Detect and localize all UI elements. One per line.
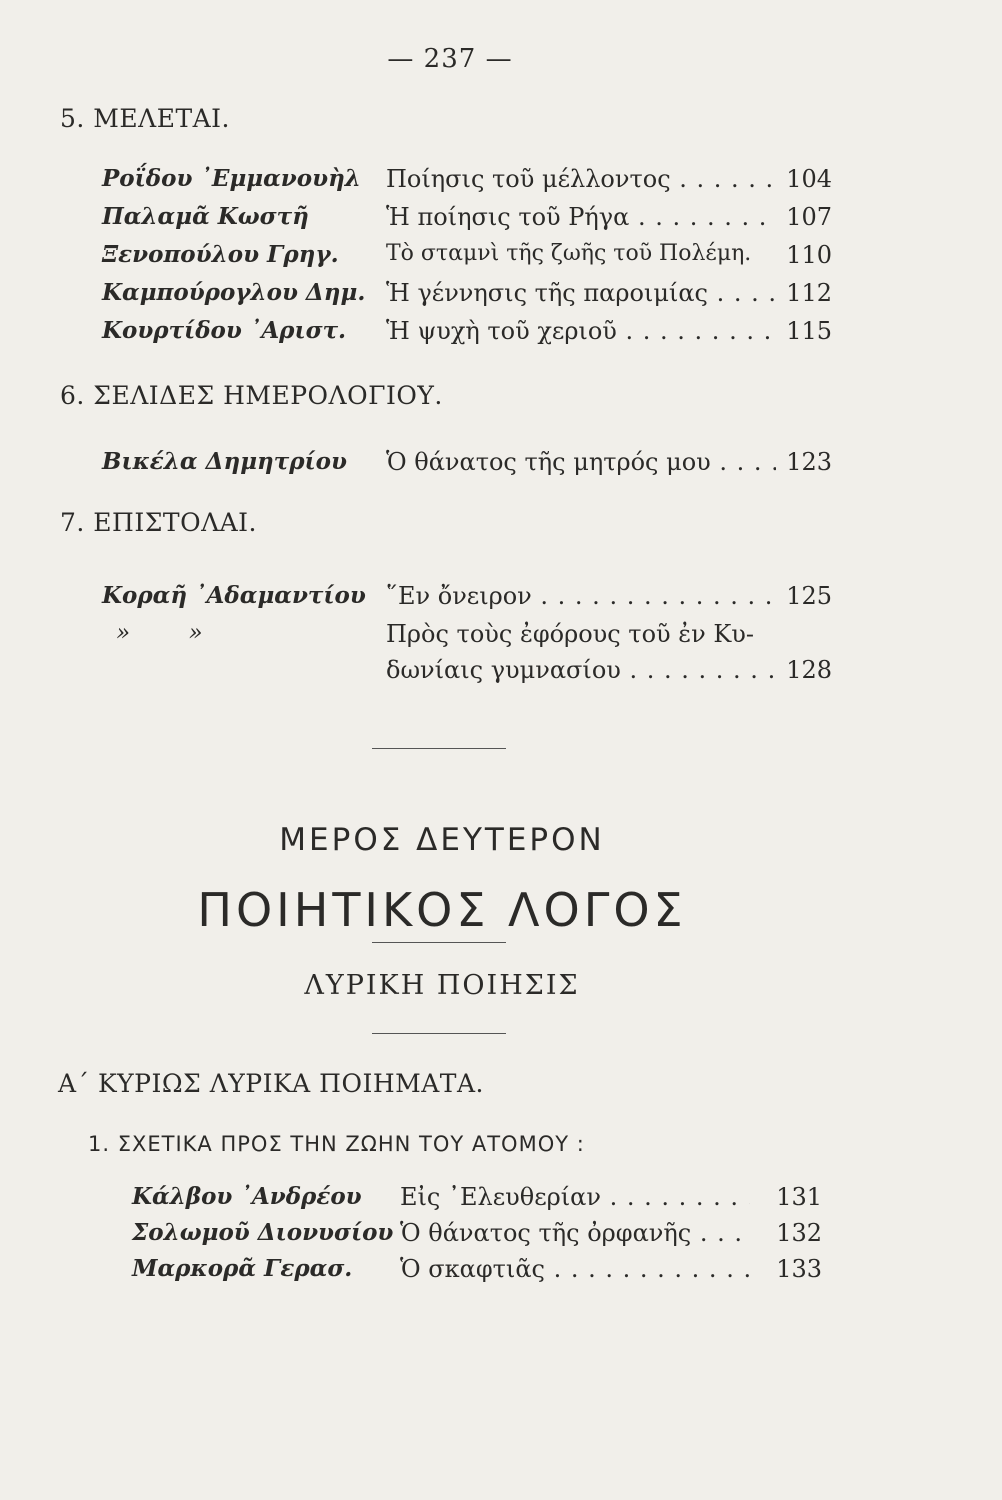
entry-title: Ποίησις τοῦ μέλλοντος . . . (386, 165, 776, 193)
entry-page: 104 (786, 165, 832, 193)
entry-author: Κάλβου ᾿Ανδρέου (132, 1183, 362, 1210)
ditto-marks: » » (116, 620, 203, 646)
entry-title: Ὁ σκαφτιᾶς . . . (400, 1255, 750, 1283)
entry-author: Κοραῆ ᾿Αδαμαντίου (102, 582, 366, 609)
entry-page: 133 (776, 1255, 822, 1283)
entry-author: Μαρκορᾶ Γερασ. (132, 1255, 353, 1282)
section-a-heading: Α΄ ΚΥΡΙΩΣ ΛΥΡΙΚΑ ΠΟΙΗΜΑΤΑ. (58, 1069, 484, 1098)
entry-page: 107 (786, 203, 832, 231)
entry-author: Ξενοπούλου Γρηγ. (102, 241, 339, 268)
entry-page: 123 (786, 448, 832, 476)
toc-entry (102, 448, 832, 482)
entry-title: Ἡ ποίησις τοῦ Ρήγα . . . (386, 203, 776, 231)
entry-page: 132 (776, 1219, 822, 1247)
page-number: — 237 — (387, 44, 513, 74)
entry-author: Βικέλα Δημητρίου (102, 448, 347, 475)
toc-entry-continuation (102, 656, 832, 690)
entry-author: Κουρτίδου ᾿Αριστ. (102, 317, 347, 344)
entry-author: Σολωμοῦ Διονυσίου (132, 1219, 394, 1246)
entry-author: Ροΐδου ᾿Εμμανουὴλ (102, 165, 361, 192)
toc-entry (132, 1183, 822, 1217)
entry-title: δωνίαις γυμνασίου . . . (386, 656, 776, 684)
toc-entry (102, 620, 832, 654)
entry-title: Ὁ θάνατος τῆς ὀρφανῆς . . . (400, 1219, 750, 1247)
entry-page: 128 (786, 656, 832, 684)
divider (372, 748, 506, 749)
entry-page: 112 (786, 279, 832, 307)
entry-title: Πρὸς τοὺς ἐφόρους τοῦ ἐν Κυ- (386, 620, 754, 648)
toc-entry (132, 1255, 822, 1289)
entry-page: 131 (776, 1183, 822, 1211)
entry-title: Ἡ γέννησις τῆς παροιμίας . . . (386, 279, 776, 307)
divider (372, 942, 506, 943)
entry-author: Καμπούρογλου Δημ. (102, 279, 366, 306)
entry-page: 115 (786, 317, 832, 345)
section-5-heading: 5. ΜΕΛΕΤΑΙ. (60, 104, 231, 133)
entry-title: Εἰς ᾿Ελευθερίαν . . . (400, 1183, 750, 1211)
entry-title: Τὸ σταμνὶ τῆς ζωῆς τοῦ Πολέμη. (386, 241, 752, 266)
main-heading: ΠΟΙΗΤΙΚΟΣ ΛΟΓΟΣ (197, 883, 687, 937)
subsection-1-heading: 1. ΣΧΕΤΙΚΑ ΠΡΟΣ ΤΗΝ ΖΩΗΝ ΤΟΥ ΑΤΟΜΟΥ : (88, 1132, 585, 1156)
toc-entry (102, 165, 832, 199)
toc-entry (102, 203, 832, 237)
toc-entry (102, 317, 832, 351)
section-6-heading: 6. ΣΕΛΙΔΕΣ ΗΜΕΡΟΛΟΓΙΟΥ. (60, 381, 443, 410)
subheading: ΛΥΡΙΚΗ ΠΟΙΗΣΙΣ (304, 970, 580, 1001)
entry-page: 110 (786, 241, 832, 269)
divider (372, 1033, 506, 1034)
entry-page: 125 (786, 582, 832, 610)
entry-author: Παλαμᾶ Κωστῆ (102, 203, 309, 230)
toc-entry (102, 582, 832, 616)
entry-title: Ὁ θάνατος τῆς μητρός μου . . . (386, 448, 776, 476)
toc-entry (132, 1219, 822, 1253)
entry-title: ῞Εν ὄνειρον . . . (386, 582, 776, 610)
entry-title: Ἡ ψυχὴ τοῦ χεριοῦ . . . (386, 317, 776, 345)
toc-entry (102, 241, 832, 275)
section-7-heading: 7. ΕΠΙΣΤΟΛΑΙ. (60, 508, 258, 537)
toc-entry (102, 279, 832, 313)
part-heading: ΜΕΡΟΣ ΔΕΥΤΕΡΟΝ (279, 822, 605, 858)
